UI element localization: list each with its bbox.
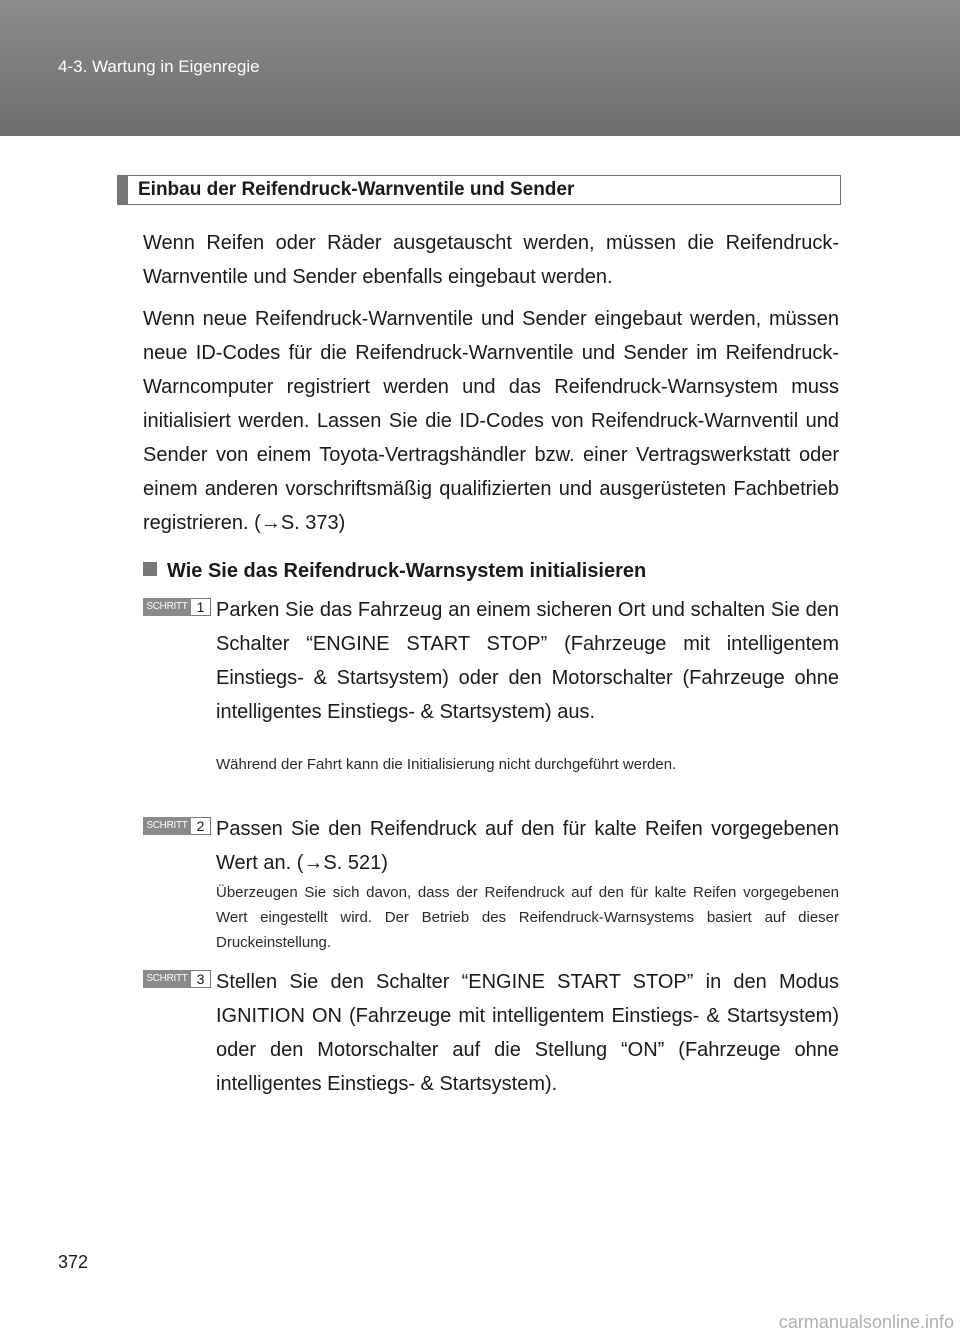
step-2-note: Überzeugen Sie sich davon, dass der Reifendruck auf den für kalte Reifen vorgegebenen Wert eingestellt wird. Der Betrieb des Reifendruck-Warnsystems basiert auf dieser Druckeinstellung. [216, 884, 839, 951]
paragraph-2: Wenn neue Reifendruck-Warnventile und Sender eingebaut werden, müssen neue ID-Codes für die Reifendruck-Warnventile und Sender im Reifendruck-Warncomputer registriert werden und das Reifendruck-Warnsystem muss initialisiert werden. Lassen Sie die ID-Codes von Reifendruck-Warnventil und Sender von einem Toyota-Vertragshändler bzw. einer Vertragswerkstatt oder einem anderen vorschriftsmäßig qualifizierten und ausgerüsteten Fachbetrieb registrieren. (→S. 373) [143, 308, 839, 534]
section-heading [117, 175, 841, 205]
page-number: 372 [58, 1252, 89, 1272]
step-number: 2 [191, 817, 211, 835]
paragraph-1: Wenn Reifen oder Räder ausgetauscht werden, müssen die Reifendruck-Warnventile und Sender ebenfalls eingebaut werden. [143, 232, 839, 288]
step-label: SCHRITT [143, 598, 191, 616]
step-3-text: Stellen Sie den Schalter “ENGINE START STOP” in den Modus IGNITION ON (Fahrzeuge mit intelligentem Einstiegs- & Startsystem) oder den Motorschalter auf die Stellung “ON” (Fahrzeuge ohne intelligentes Einstiegs- & Startsystem). [216, 971, 839, 1095]
section-title: 4-3. Wartung in Eigenregie [58, 57, 260, 76]
step-1-text: Parken Sie das Fahrzeug an einem sicheren Ort und schalten Sie den Schalter “ENGINE START STOP” (Fahrzeuge mit intelligentem Einstiegs- & Startsystem) oder den Motorschalter (Fahrzeuge ohne intelligentes Einstiegs- & Startsystem) aus. [216, 599, 839, 723]
step-number: 1 [191, 598, 211, 616]
step-2-text: Passen Sie den Reifendruck auf den für kalte Reifen vorgegebenen Wert an. (→S. 521) [216, 818, 839, 874]
square-bullet-icon [143, 562, 157, 576]
step-badge-2 [143, 817, 211, 835]
step-badge-1 [143, 598, 211, 616]
step-badge-3 [143, 970, 211, 988]
step-label: SCHRITT [143, 817, 191, 835]
header-band [0, 0, 960, 136]
step-label: SCHRITT [143, 970, 191, 988]
subheading [143, 560, 646, 583]
watermark: carmanualsonline.info [778, 1312, 954, 1332]
heading-accent-bar [118, 176, 128, 204]
subheading-text: Wie Sie das Reifendruck-Warnsystem initialisieren [167, 560, 647, 582]
step-number: 3 [191, 970, 211, 988]
step-1-note: Während der Fahrt kann die Initialisierung nicht durchgeführt werden. [216, 756, 677, 773]
section-heading-text: Einbau der Reifendruck-Warnventile und Sender [138, 179, 575, 200]
